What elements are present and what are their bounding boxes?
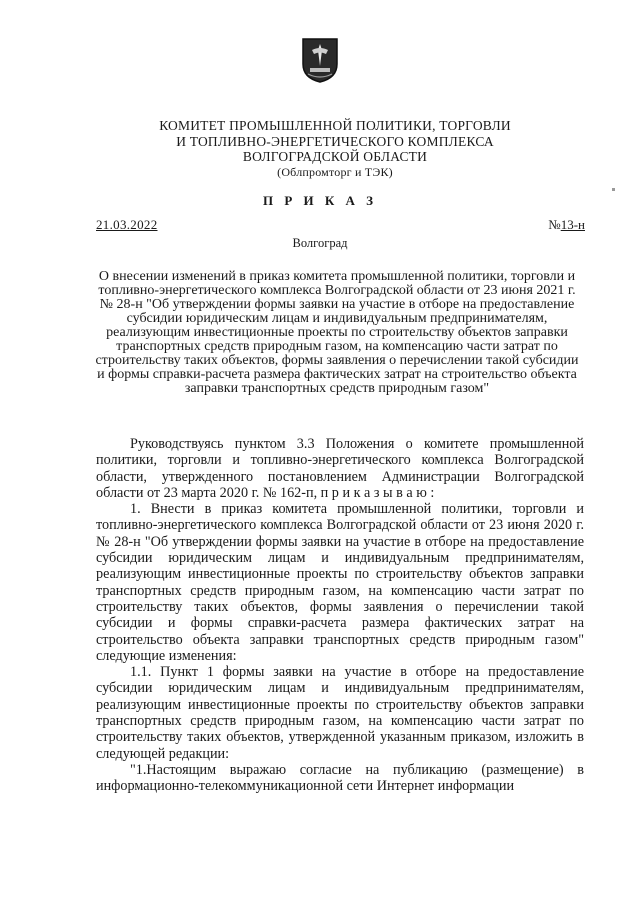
- committee-header: [80, 118, 590, 180]
- header-abbreviation: (Облпромторг и ТЭК): [277, 164, 393, 179]
- order-title: П Р И К А З: [262, 193, 378, 208]
- header-line-2: И ТОПЛИВНО-ЭНЕРГЕТИЧЕСКОГО КОМПЛЕКСА: [176, 133, 494, 149]
- order-number-value: 13-н: [560, 217, 585, 232]
- order-subject: О внесении изменений в приказ комитета промышленной политики, торговли и топливно-энергетического комплекса Волгоградской области от 23 июня 2021 г. № 28-н "Об утверждении формы заявки на участие в отборе на предоставление субсидии юридическим лицам и индивидуальным предпринимателям, реализующим инвестиционные проекты по строительству объектов заправки транспортных средств природным газом, на компенсацию части затрат по строительству таких объектов, формы заявления о перечислении такой субсидии и формы справки-расчета размера фактических затрат на строительство объекта заправки транспортных средств природным газом": [95, 269, 579, 396]
- order-date: 21.03.2022: [96, 217, 158, 232]
- order-number: [548, 217, 585, 233]
- header-line-1: КОМИТЕТ ПРОМЫШЛЕННОЙ ПОЛИТИКИ, ТОРГОВЛИ: [159, 118, 511, 133]
- header-line-3: ВОЛГОГРАДСКОЙ ОБЛАСТИ: [242, 149, 428, 164]
- clause-1-1-paragraph: 1.1. Пункт 1 формы заявки на участие в отборе на предоставление субсидии юридическим лицам и индивидуальным предпринимателям, реализующим инвестиционные проекты по строительству объектов заправки транспортных средств природным газом, на компенсацию части затрат по строительству таких объектов, утвержденной указанным приказом, изложить в следующей редакции:: [96, 664, 584, 762]
- order-city: Волгоград: [292, 236, 348, 250]
- margin-mark: [612, 188, 615, 191]
- preamble-paragraph: Руководствуясь пунктом 3.3 Положения о комитете промышленной политики, торговли и топливно-энергетического комплекса Волгоградской области, утвержденного постановлением Администрации Волгоградской области от 23 марта 2020 г. № 162-п, п р и к а з ы в а ю :: [96, 436, 584, 501]
- order-number-prefix: №: [548, 217, 561, 232]
- coat-of-arms-icon: [300, 36, 340, 84]
- order-body: [96, 436, 584, 795]
- new-wording-paragraph: "1.Настоящим выражаю согласие на публикацию (размещение) в информационно-телекоммуникационной сети Интернет информации: [96, 761, 584, 795]
- clause-1-paragraph: 1. Внести в приказ комитета промышленной политики, торговли и топливно-энергетического комплекса Волгоградской области от 23 июня 2020 г. № 28-н "Об утверждении формы заявки на участие в отборе на предоставление субсидии юридическим лицам и индивидуальным предпринимателям, реализующим инвестиционные проекты по строительству объектов заправки транспортных средств природным газом, на компенсацию части затрат по строительству таких объектов, формы заявления о перечислении такой субсидии и формы справки-расчета размера фактических затрат на строительство объекта заправки транспортных средств природным газом" следующие изменения:: [96, 501, 584, 664]
